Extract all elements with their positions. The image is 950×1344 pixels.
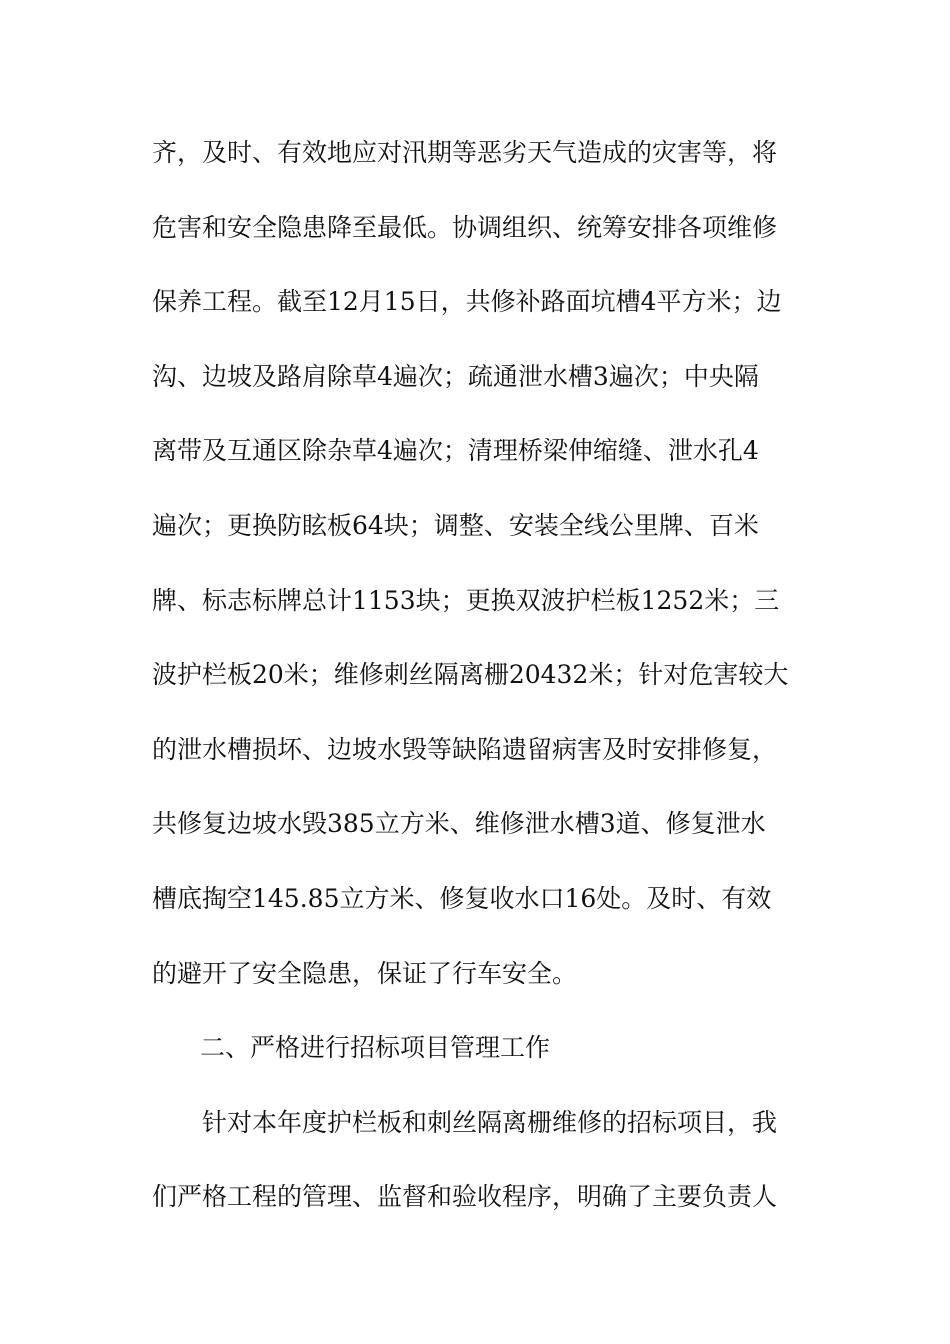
document-body	[152, 128, 812, 1247]
paragraph-line: 针对本年度护栏板和刺丝隔离栅维修的招标项目，我	[202, 1107, 778, 1137]
paragraph-line: 牌、标志标牌总计1153块；更换双波护栏板1252米；三	[152, 585, 780, 615]
section-heading: 二、严格进行招标项目管理工作	[200, 1033, 551, 1063]
paragraph-line: 槽底掏空145.85立方米、修复收水口16处。及时、有效	[152, 883, 772, 913]
paragraph-line: 遍次；更换防眩板64块；调整、安装全线公里牌、百米	[152, 510, 759, 540]
paragraph-line: 危害和安全隐患降至最低。协调组织、统筹安排各项维修	[152, 212, 778, 242]
paragraph-line: 沟、边坡及路肩除草4遍次；疏通泄水槽3遍次；中央隔	[152, 361, 759, 391]
paragraph-line: 离带及互通区除杂草4遍次；清理桥梁伸缩缝、泄水孔4	[152, 436, 759, 466]
paragraph-line: 共修复边坡水毁385立方米、维修泄水槽3道、修复泄水	[152, 809, 766, 839]
paragraph-line: 的泄水槽损坏、边坡水毁等缺陷遗留病害及时安排修复，	[152, 734, 778, 764]
paragraph-line: 们严格工程的管理、监督和验收程序，明确了主要负责人	[152, 1182, 778, 1212]
paragraph-line: 保养工程。截至12月15日，共修补路面坑槽4平方米；边	[152, 287, 782, 317]
paragraph-line: 波护栏板20米；维修刺丝隔离栅20432米；针对危害较大	[152, 660, 789, 690]
paragraph-line: 齐，及时、有效地应对汛期等恶劣天气造成的灾害等，将	[152, 138, 778, 167]
paragraph-line: 的避开了安全隐患，保证了行车安全。	[152, 958, 578, 988]
